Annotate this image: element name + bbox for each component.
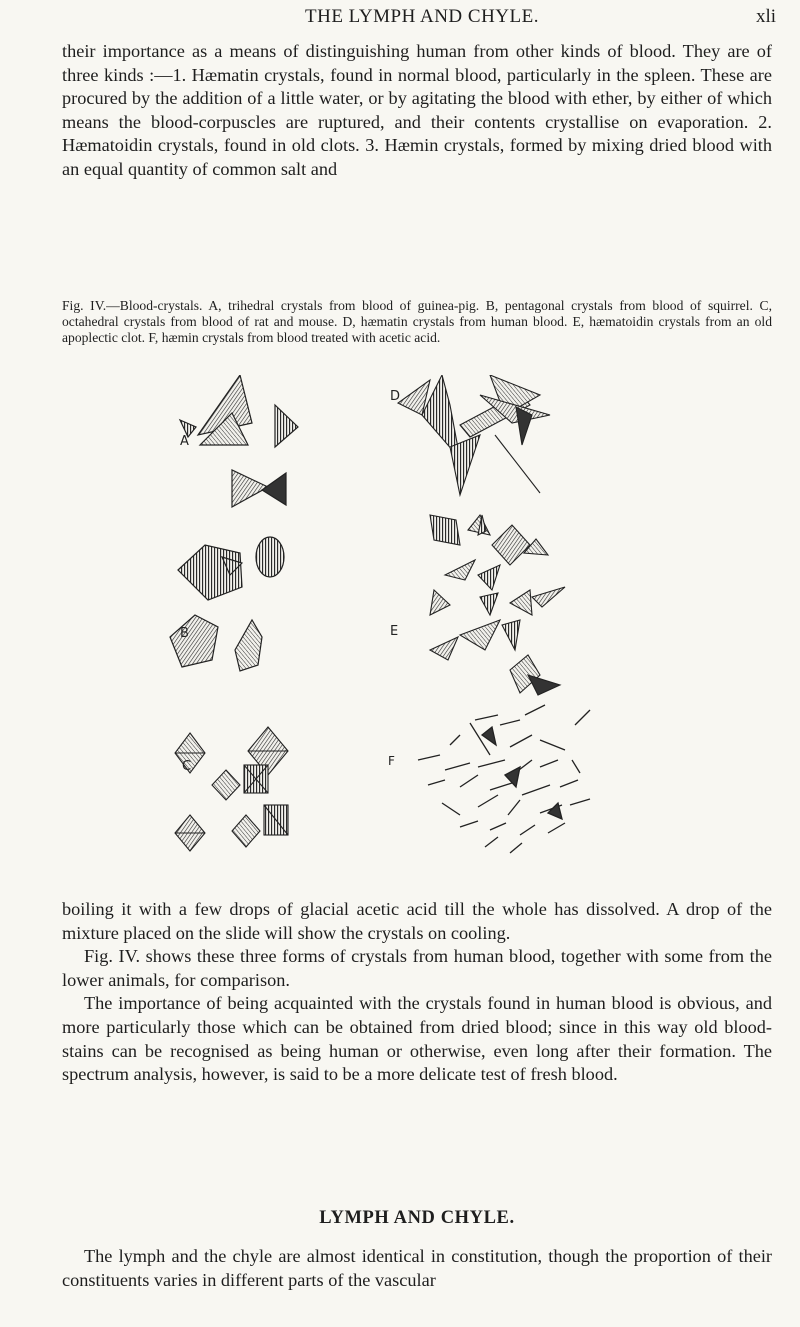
crystal-group-c [175, 727, 288, 851]
running-header [62, 6, 782, 30]
figure-label-f: F [388, 754, 395, 768]
figure-caption: Fig. IV.—Blood-crystals. A, trihedral crystals from blood of guinea-pig. B, pentagonal crystals from blood of squirrel. C, octahedral crystals from blood of rat and mouse. D, hæmatin crystals from human blood. E, hæmatoidin crystals from an old apoplectic clot. F, hæmin crystals from blood treated with acetic acid. [62, 298, 772, 345]
body-paragraph-3: Fig. IV. shows these three forms of crystals from human blood, together with some from the lower animals, for comparison. [62, 946, 772, 990]
crystal-group-d [390, 375, 550, 495]
crystal-group-e [390, 515, 565, 695]
figure-label-a: A [180, 434, 189, 449]
figure-label-c: C [182, 759, 192, 774]
body-paragraph-5: The lymph and the chyle are almost identical in constitution, though the proportion of their constituents varies in different parts of the vascular [62, 1246, 772, 1290]
figure-label-d: D [390, 389, 401, 404]
blood-crystals-figure [160, 375, 740, 895]
crystal-group-f [388, 705, 590, 853]
crystal-group-b [170, 537, 284, 671]
body-paragraph-2-text: boiling it with a few drops of glacial acetic acid till the whole has dissolved. A drop of the mixture placed on the slide will show the crystals on cooling. [62, 899, 772, 943]
figure-label-b: B [180, 626, 189, 641]
running-title: THE LYMPH AND CHYLE. [305, 6, 539, 27]
body-paragraph-1: their importance as a means of distinguishing human from other kinds of blood. They are of three kinds :—1. Hæmatin crystals, found in normal blood, particularly in the spleen. These are procured by the addition of a little water, or by agitating the blood with ether, by either of which means the blood-corpuscles are ruptured, and their contents crystallise on evaporation. 2. Hæmatoidin crystals, found in old clots. 3. Hæmin crystals, formed by mixing dried blood with an equal quantity of common salt and [62, 41, 772, 179]
body-paragraph-4: The importance of being acquainted with the crystals found in human blood is obvious, and more particularly those which can be obtained from dried blood; since in this way old blood-stains can be recognised as being human or otherwise, even long after their formation. The spectrum analysis, however, is said to be a more delicate test of fresh blood. [62, 993, 772, 1085]
figure-label-e: E [390, 624, 399, 639]
section-heading: LYMPH AND CHYLE. [319, 1208, 515, 1228]
crystal-group-a [180, 375, 298, 507]
page-number: xli [755, 6, 776, 27]
body-paragraph-2 [62, 898, 772, 1087]
